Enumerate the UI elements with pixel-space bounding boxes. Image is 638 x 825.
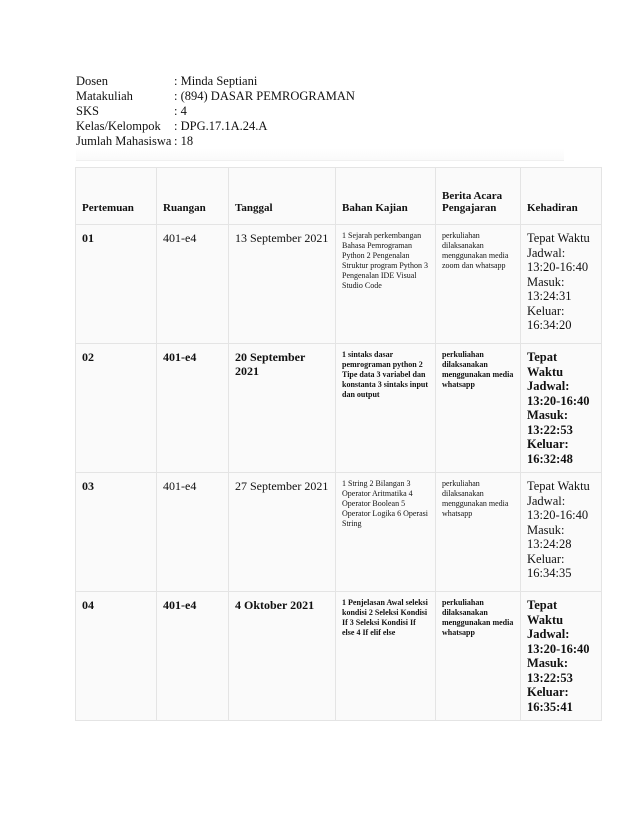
- cell-ruangan: 401-e4: [157, 344, 229, 473]
- table-row: [76, 344, 602, 473]
- cell-berita-acara: perkuliahan dilaksanakan menggunakan media whatsapp: [436, 592, 521, 721]
- cell-kehadiran: Tepat Waktu Jadwal: 13:20-16:40 Masuk: 13:22:53 Keluar: 16:35:41: [521, 592, 602, 721]
- info-label: Matakuliah: [76, 89, 133, 103]
- info-value: : 4: [174, 104, 187, 118]
- divider: [76, 148, 564, 161]
- header-tanggal: Tanggal: [229, 168, 336, 225]
- info-value: : (894) DASAR PEMROGRAMAN: [174, 89, 355, 103]
- cell-tanggal: 27 September 2021: [229, 473, 336, 592]
- cell-pertemuan: 01: [76, 225, 157, 344]
- info-label: Dosen: [76, 74, 108, 88]
- cell-pertemuan: 03: [76, 473, 157, 592]
- info-label: Kelas/Kelompok: [76, 119, 161, 133]
- info-label: Jumlah Mahasiswa: [76, 134, 172, 148]
- cell-bahan-kajian: 1 Penjelasan Awal seleksi kondisi 2 Seleksi Kondisi If 3 Seleksi Kondisi If else 4 If elif else: [336, 592, 436, 721]
- info-row-kelas: [76, 119, 355, 134]
- cell-tanggal: 13 September 2021: [229, 225, 336, 344]
- cell-kehadiran: Tepat Waktu Jadwal: 13:20-16:40 Masuk: 13:24:31 Keluar: 16:34:20: [521, 225, 602, 344]
- info-value: : 18: [174, 134, 194, 148]
- header-kehadiran: Kehadiran: [521, 168, 602, 225]
- cell-bahan-kajian: 1 String 2 Bilangan 3 Operator Aritmatika 4 Operator Boolean 5 Operator Logika 6 Operasi String: [336, 473, 436, 592]
- cell-bahan-kajian: 1 sintaks dasar pemrograman python 2 Tipe data 3 variabel dan konstanta 3 sintaks input dan output: [336, 344, 436, 473]
- table-row: [76, 592, 602, 721]
- cell-tanggal: 20 September 2021: [229, 344, 336, 473]
- info-row-dosen: [76, 74, 355, 89]
- table-row: [76, 225, 602, 344]
- info-label: SKS: [76, 104, 99, 118]
- header-berita-acara: Berita Acara Pengajaran: [436, 168, 521, 225]
- cell-kehadiran: Tepat Waktu Jadwal: 13:20-16:40 Masuk: 13:22:53 Keluar: 16:32:48: [521, 344, 602, 473]
- course-info: [76, 74, 355, 149]
- header-ruangan: Ruangan: [157, 168, 229, 225]
- cell-ruangan: 401-e4: [157, 225, 229, 344]
- cell-tanggal: 4 Oktober 2021: [229, 592, 336, 721]
- table-row: [76, 473, 602, 592]
- info-row-sks: [76, 104, 355, 119]
- info-row-jumlah: [76, 134, 355, 149]
- cell-berita-acara: perkuliahan dilaksanakan menggunakan media zoom dan whatsapp: [436, 225, 521, 344]
- cell-ruangan: 401-e4: [157, 592, 229, 721]
- cell-berita-acara: perkuliahan dilaksanakan menggunakan media whatsapp: [436, 473, 521, 592]
- cell-bahan-kajian: 1 Sejarah perkembangan Bahasa Pemrograman Python 2 Pengenalan Struktur program Python 3 Pengenalan IDE Visual Studio Code: [336, 225, 436, 344]
- info-value: : DPG.17.1A.24.A: [174, 119, 268, 133]
- cell-berita-acara: perkuliahan dilaksanakan menggunakan media whatsapp: [436, 344, 521, 473]
- info-row-matakuliah: [76, 89, 355, 104]
- cell-ruangan: 401-e4: [157, 473, 229, 592]
- cell-kehadiran: Tepat Waktu Jadwal: 13:20-16:40 Masuk: 13:24:28 Keluar: 16:34:35: [521, 473, 602, 592]
- header-bahan-kajian: Bahan Kajian: [336, 168, 436, 225]
- attendance-table: [75, 167, 602, 721]
- info-value: : Minda Septiani: [174, 74, 258, 88]
- cell-pertemuan: 04: [76, 592, 157, 721]
- cell-pertemuan: 02: [76, 344, 157, 473]
- header-pertemuan: Pertemuan: [76, 168, 157, 225]
- table-header-row: [76, 168, 602, 225]
